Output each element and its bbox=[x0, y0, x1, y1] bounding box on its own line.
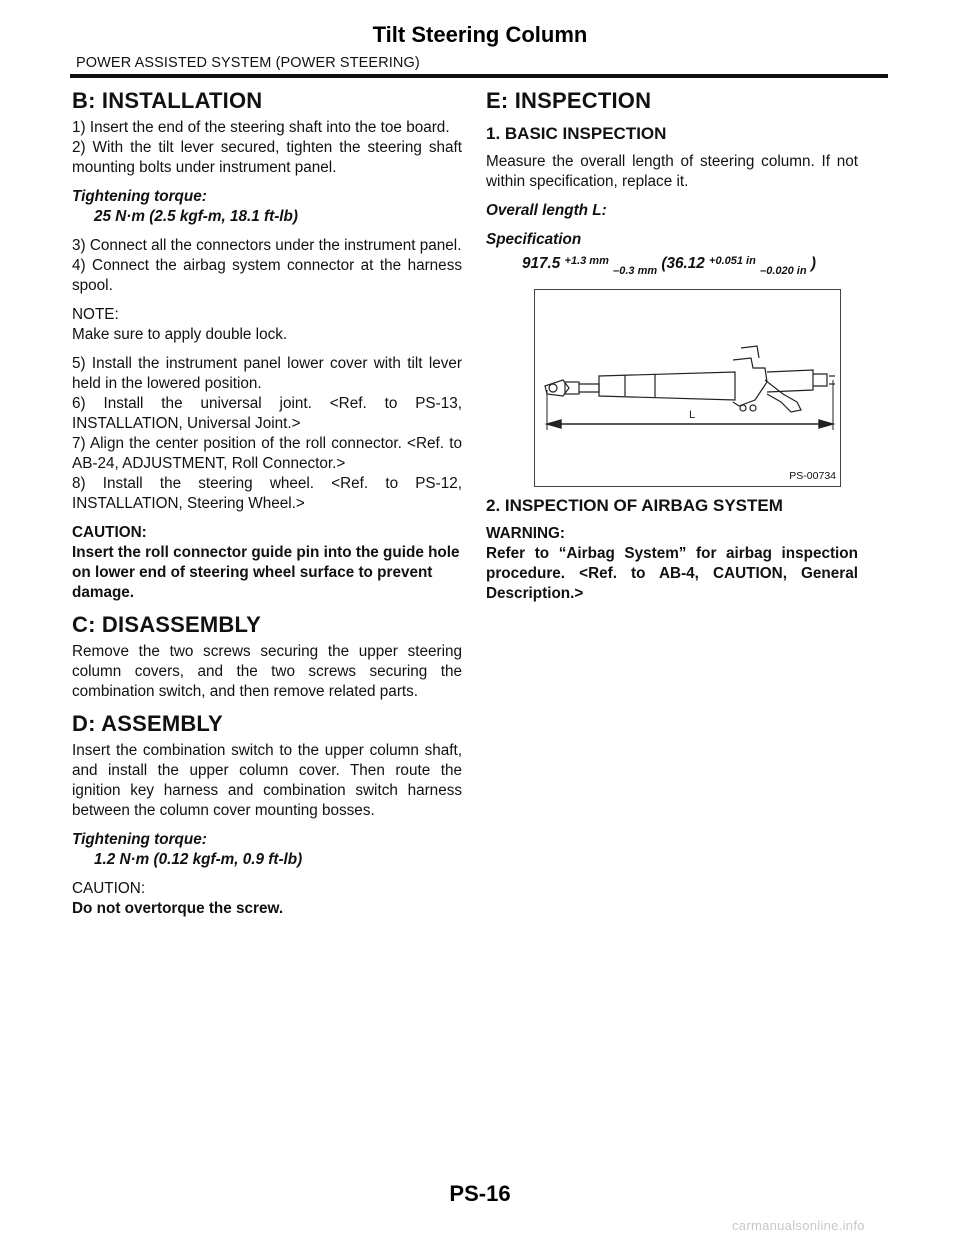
disassembly-heading: C: DISASSEMBLY bbox=[72, 612, 262, 637]
spec-mm-plus: +1.3 mm bbox=[564, 255, 609, 267]
assembly-caution-label: CAUTION: bbox=[72, 880, 146, 897]
warning-label: WARNING: bbox=[486, 525, 566, 542]
basic-inspection-heading: 1. BASIC INSPECTION bbox=[486, 124, 667, 143]
specification-label: Specification bbox=[486, 231, 582, 248]
note-label: NOTE: bbox=[72, 306, 119, 323]
installation-step-2: 2) With the tilt lever secured, tighten the steering shaft mounting bolts under instrument panel. bbox=[72, 139, 462, 176]
assembly-torque-value: 1.2 N·m (0.12 kgf-m, 0.9 ft-lb) bbox=[94, 851, 303, 868]
assembly-caution-text: Do not overtorque the screw. bbox=[72, 900, 284, 917]
installation-step-1: 1) Insert the end of the steering shaft into the toe board. bbox=[72, 119, 450, 136]
page-title: Tilt Steering Column bbox=[372, 22, 588, 47]
torque-label: Tightening torque: bbox=[72, 188, 207, 205]
assembly-text: Insert the combination switch to the upper column shaft, and install the upper column cover. Then route the ignition key harness and combination switch harness between the column cover mounting bosses. bbox=[72, 742, 462, 819]
installation-step-8: 8) Install the steering wheel. <Ref. to PS-12, INSTALLATION, Steering Wheel.> bbox=[72, 475, 462, 512]
overall-length-label: Overall length L: bbox=[486, 202, 607, 219]
installation-step-4: 4) Connect the airbag system connector at the harness spool. bbox=[72, 257, 462, 294]
section-subtitle: POWER ASSISTED SYSTEM (POWER STEERING) bbox=[76, 55, 420, 71]
disassembly-text: Remove the two screws securing the upper steering column covers, and the two screws securing the combination switch, and then remove related parts. bbox=[72, 643, 462, 700]
warning-text: Refer to “Airbag System” for airbag inspection procedure. <Ref. to AB-4, CAUTION, General Description.> bbox=[486, 545, 858, 602]
installation-step-7: 7) Align the center position of the roll connector. <Ref. to AB-24, ADJUSTMENT, Roll Connector.> bbox=[72, 435, 462, 472]
header-divider bbox=[70, 74, 888, 78]
assembly-heading: D: ASSEMBLY bbox=[72, 711, 223, 736]
basic-inspection-text: Measure the overall length of steering column. If not within specification, replace it. bbox=[486, 153, 858, 190]
installation-step-3: 3) Connect all the connectors under the instrument panel. bbox=[72, 237, 462, 254]
page-number: PS-16 bbox=[449, 1181, 511, 1206]
inspection-heading: E: INSPECTION bbox=[486, 88, 652, 113]
spec-in-value: (36.12 bbox=[661, 255, 705, 272]
specification-value bbox=[522, 250, 858, 279]
spec-close: ) bbox=[810, 255, 816, 272]
airbag-inspection-heading: 2. INSPECTION OF AIRBAG SYSTEM bbox=[486, 496, 783, 515]
spec-mm-value: 917.5 bbox=[522, 255, 561, 272]
steering-column-drawing bbox=[535, 290, 840, 486]
left-column bbox=[72, 88, 462, 919]
caution-text: Insert the roll connector guide pin into the guide hole on lower end of steering wheel surface to prevent damage. bbox=[72, 544, 460, 601]
dimension-label-l: L bbox=[688, 409, 696, 421]
caution-label: CAUTION: bbox=[72, 524, 147, 541]
note-text: Make sure to apply double lock. bbox=[72, 326, 288, 343]
installation-step-5: 5) Install the instrument panel lower cover with tilt lever held in the lowered position. bbox=[72, 355, 462, 392]
figure-id: PS-00734 bbox=[789, 470, 836, 482]
spec-in-minus: –0.020 in bbox=[760, 265, 807, 277]
watermark: carmanualsonline.info bbox=[732, 1218, 865, 1233]
steering-column-figure bbox=[534, 289, 841, 487]
assembly-torque-label: Tightening torque: bbox=[72, 831, 207, 848]
torque-value: 25 N·m (2.5 kgf-m, 18.1 ft-lb) bbox=[94, 208, 298, 225]
installation-step-6: 6) Install the universal joint. <Ref. to PS-13, INSTALLATION, Universal Joint.> bbox=[72, 395, 462, 432]
installation-heading: B: INSTALLATION bbox=[72, 88, 263, 113]
right-column bbox=[486, 88, 858, 604]
spec-mm-minus: –0.3 mm bbox=[613, 265, 658, 277]
spec-in-plus: +0.051 in bbox=[709, 255, 756, 267]
